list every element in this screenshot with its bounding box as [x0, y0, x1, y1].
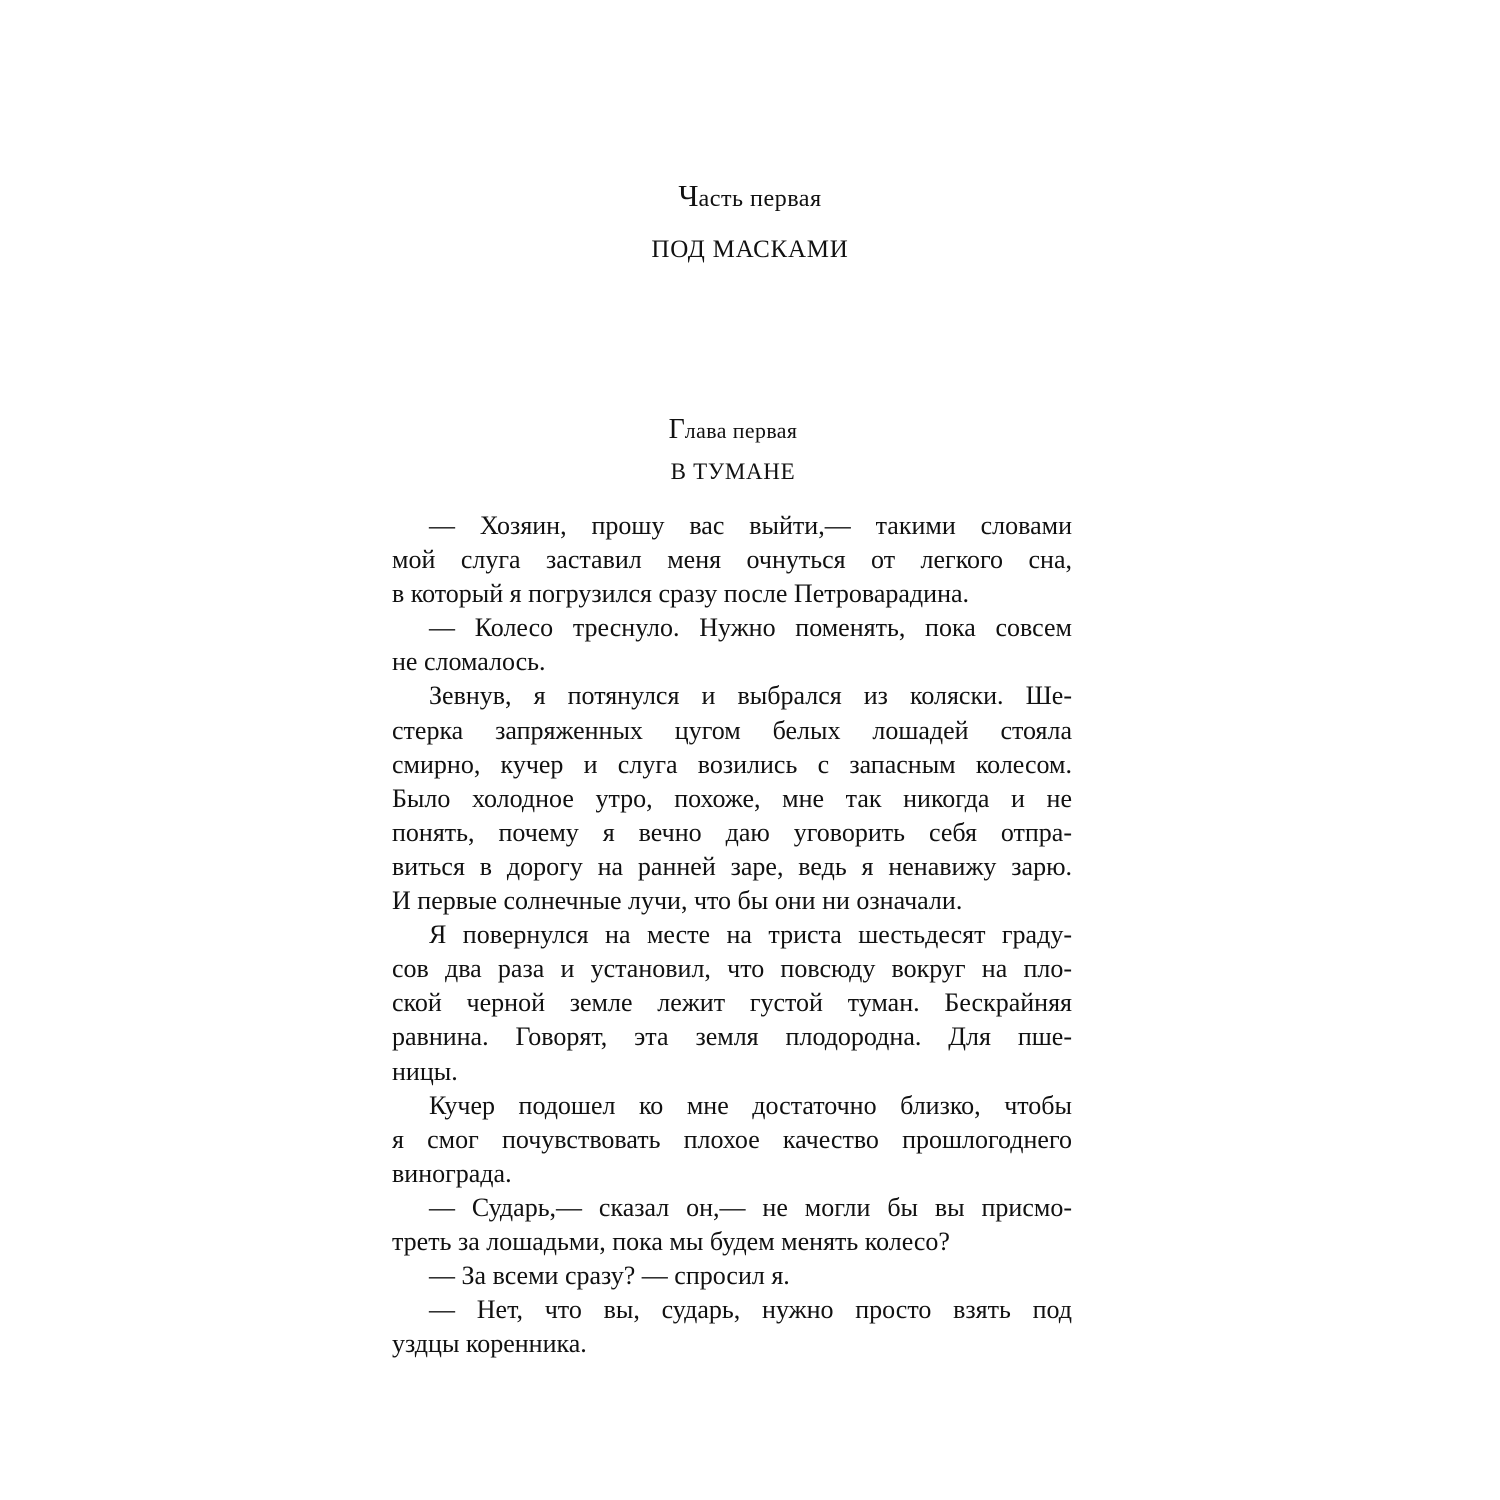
text-line: стерка запряженных цугом белых лошадей стояла — [392, 715, 1072, 745]
part-title-rest: асть первая — [698, 185, 822, 212]
text-line: мой слуга заставил меня очнуться от легкого сна, — [392, 545, 1072, 575]
part-title-initial: Ч — [678, 178, 699, 213]
chapter-subtitle: В ТУМАНЕ — [670, 459, 796, 484]
text-line: сов два раза и установил, что повсюду вокруг на пло- — [392, 954, 1072, 984]
text-line: — Нет, что вы, сударь, нужно просто взять под — [429, 1295, 1072, 1325]
text-line: треть за лошадьми, пока мы будем менять колесо? — [392, 1226, 950, 1256]
text-line: И первые солнечные лучи, что бы они ни означали. — [392, 886, 963, 916]
text-line: равнина. Говорят, эта земля плодородна. Для пше- — [392, 1022, 1072, 1052]
part-title — [0, 176, 1500, 219]
part-subtitle: ПОД МАСКАМИ — [651, 236, 849, 263]
text-line: Кучер подошел ко мне достаточно близко, чтобы — [429, 1090, 1072, 1120]
text-line: — Колесо треснуло. Нужно поменять, пока совсем — [429, 613, 1072, 643]
text-line: виться в дорогу на ранней заре, ведь я ненавижу зарю. — [392, 851, 1072, 881]
text-line: ской черной земле лежит густой туман. Бескрайняя — [392, 988, 1072, 1018]
text-line: не сломалось. — [392, 647, 546, 677]
text-line: я смог почувствовать плохое качество прошлогоднего — [392, 1124, 1072, 1154]
text-line: ницы. — [392, 1056, 458, 1086]
text-line: уздцы коренника. — [392, 1329, 587, 1359]
text-line: смирно, кучер и слуга возились с запасным колесом. — [392, 749, 1072, 779]
chapter-title — [0, 412, 1466, 449]
text-line: Зевнув, я потянулся и выбрался из коляски. Ше- — [429, 681, 1072, 711]
text-line: понять, почему я вечно даю уговорить себя отпра- — [392, 817, 1072, 847]
text-line: — Сударь,— сказал он,— не могли бы вы присмо- — [429, 1192, 1072, 1222]
text-line: в который я погрузился сразу после Петроварадина. — [392, 579, 970, 609]
body-text — [392, 509, 1072, 1361]
text-line: — Хозяин, прошу вас выйти,— такими словами — [429, 511, 1072, 540]
text-line: — За всеми сразу? — спросил я. — [429, 1261, 790, 1291]
text-line: Было холодное утро, похоже, мне так никогда и не — [392, 783, 1072, 813]
text-line: винограда. — [392, 1158, 512, 1188]
text-line: Я повернулся на месте на триста шестьдесят граду- — [429, 920, 1072, 950]
chapter-title-rest: лава первая — [684, 419, 798, 443]
chapter-title-initial: Г — [668, 414, 685, 445]
